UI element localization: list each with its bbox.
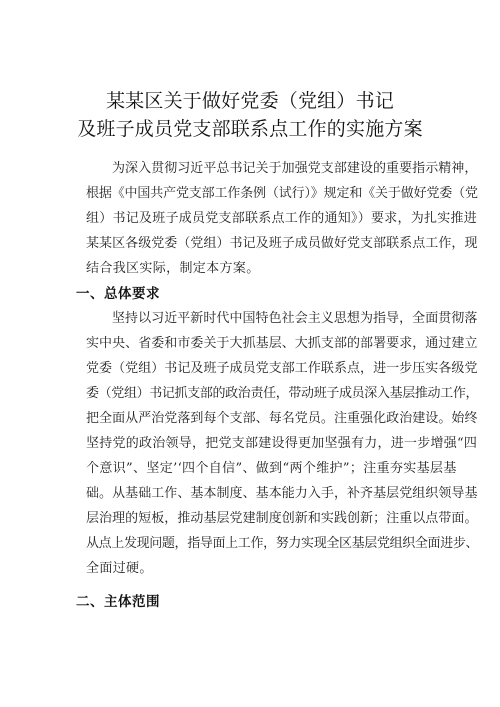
document-title-line-1: 某某区关于做好党委（党组）书记 xyxy=(105,90,394,112)
intro-line: 组）书记及班子成员党支部联系点工作的通知》）要求，为扎实推进 xyxy=(86,211,478,226)
intro-line: 根据《中国共产党支部工作条例（试行）》规定和《关于做好党委（党 xyxy=(86,186,478,201)
intro-line: 某某区各级党委（党组）书记及班子成员做好党支部联系点工作，现 xyxy=(86,236,478,251)
section1-line: 层治理的短板，推动基层党建制度创新和实践创新；注重以点带面。 xyxy=(86,511,478,526)
intro-line: 为深入贯彻习近平总书记关于加强党支部建设的重要指示精神， xyxy=(112,161,478,176)
section1-line: 从点上发现问题，指导面上工作，努力实现全区基层党组织全面进步、 xyxy=(86,536,479,551)
section1-line: 把全面从严治党落到每个支部、每名党员。注重强化政治建设。始终 xyxy=(86,411,478,426)
document-title-line-2: 及班子成员党支部联系点工作的实施方案 xyxy=(77,118,423,140)
section1-line: 础。从基础工作、基本制度、基本能力入手，补齐基层党组织领导基 xyxy=(86,486,478,501)
section1-line: 委（党组）书记抓支部的政治责任，带动班子成员深入基层推动工作， xyxy=(86,386,479,401)
section1-line: 全面过硬。 xyxy=(86,561,153,576)
section-heading-scope: 二、主体范围 xyxy=(76,594,160,610)
section1-line: 坚持以习近平新时代中国特色社会主义思想为指导，全面贯彻落 xyxy=(112,311,478,326)
section1-line: 个意识”、坚定’‘四个自信”、做到“两个维护”；注重夯实基层基 xyxy=(86,461,457,476)
section1-line: 实中央、省委和市委关于大抓基层、大抓支部的部署要求，通过建立 xyxy=(86,336,478,351)
section1-line: 坚持党的政治领导，把党支部建设得更加坚强有力，进一步增强“四 xyxy=(86,436,478,451)
intro-line: 结合我区实际，制定本方案。 xyxy=(86,261,260,276)
section1-line: 党委（党组）书记及班子成员党支部工作联系点，进一步压实各级党 xyxy=(86,361,478,376)
section-heading-general-requirements: 一、总体要求 xyxy=(76,286,160,302)
